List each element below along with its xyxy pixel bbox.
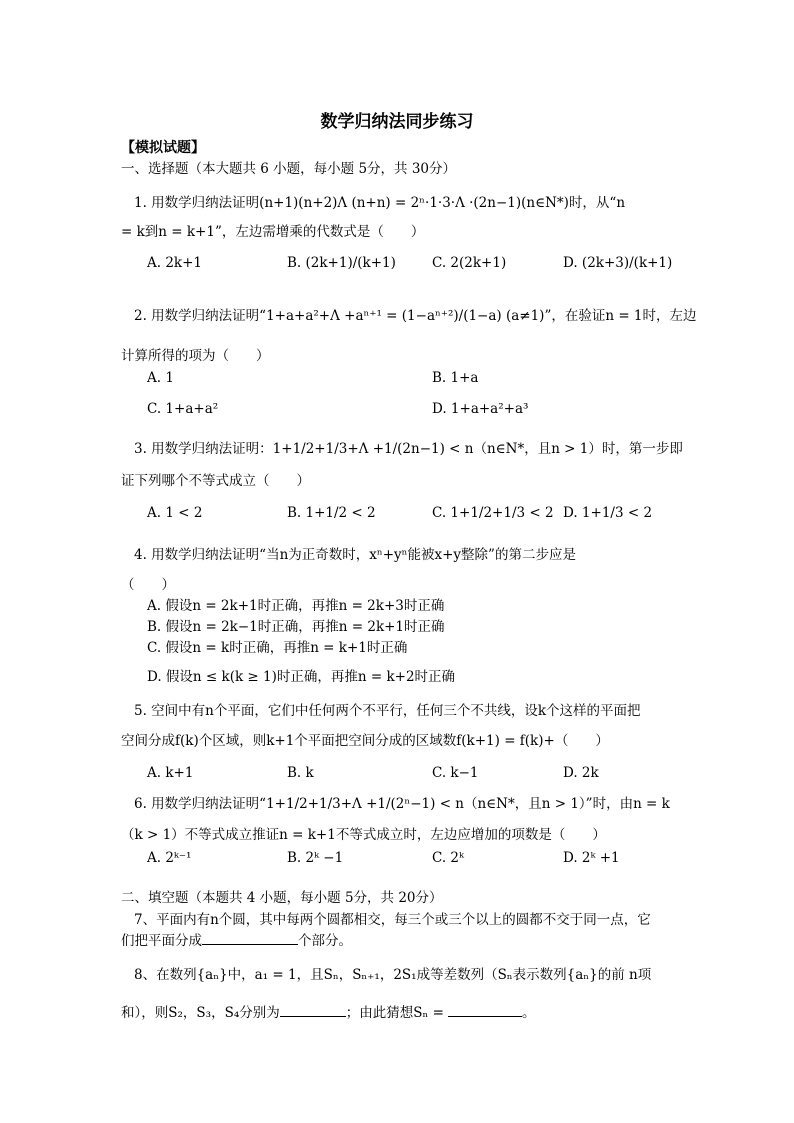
q1-option-b: B. (2k+1)/(k+1) <box>287 255 396 271</box>
q7-line1: 7、平面内有n个圆，其中每两个圆都相交，每三个或三个以上的圆都不交于同一点，它 <box>134 912 651 928</box>
q8-answer-blank-1[interactable] <box>280 1004 346 1017</box>
q6-option-d: D. 2ᵏ +1 <box>563 850 620 866</box>
q5-option-a: A. k+1 <box>147 765 194 781</box>
part1-heading: 一、选择题（本大题共 6 小题，每小题 5分，共 30分） <box>121 161 457 177</box>
q5-option-c: C. k−1 <box>432 765 479 781</box>
q2-line1: 2. 用数学归纳法证明“1+a+a²+Λ +aⁿ⁺¹ = (1−aⁿ⁺²)/(1−a) (a≠1)”，在验证n = 1时，左边 <box>134 308 697 324</box>
q4-option-b: B. 假设n = 2k−1时正确，再推n = 2k+1时正确 <box>147 619 445 635</box>
q7-answer-blank[interactable] <box>202 932 298 945</box>
q8-answer-blank-2[interactable] <box>448 1004 522 1017</box>
q6-line1: 6. 用数学归纳法证明“1+1/2+1/3+Λ +1/(2ⁿ−1) < n（n∈N*，且n > 1）”时，由n = k <box>134 796 670 812</box>
q8-line2 <box>121 1004 535 1021</box>
q3-option-d: D. 1+1/3 < 2 <box>563 505 653 521</box>
section-heading: 【模拟试题】 <box>121 140 205 156</box>
q3-option-b: B. 1+1/2 < 2 <box>287 505 376 521</box>
q7-line2 <box>121 932 352 949</box>
q5-line2: 空间分成f(k)个区域，则k+1个平面把空间分成的区域数f(k+1) = f(k)+（ ） <box>121 733 609 749</box>
q1-option-a: A. 2k+1 <box>147 255 203 271</box>
q8-line1: 8、在数列{aₙ}中，a₁ = 1，且Sₙ，Sₙ₊₁，2S₁成等差数列（Sₙ表示数列{aₙ}的前 n项 <box>134 967 652 983</box>
q8-line2-text-a: 和），则S₂，S₃，S₄分别为 <box>121 1005 280 1021</box>
q5-option-b: B. k <box>287 765 314 781</box>
q4-option-a: A. 假设n = 2k+1时正确，再推n = 2k+3时正确 <box>147 598 445 614</box>
q5-line1: 5. 空间中有n个平面，它们中任何两个不平行，任何三个不共线，设k个这样的平面把 <box>134 703 641 719</box>
q1-line1: 1. 用数学归纳法证明(n+1)(n+2)Λ (n+n) = 2ⁿ·1·3·Λ ·(2n−1)(n∈N*)时，从“n <box>134 195 626 211</box>
q2-option-b: B. 1+a <box>432 370 479 386</box>
q6-line2: （k > 1）不等式成立推证n = k+1不等式成立时，左边应增加的项数是（ ） <box>121 827 606 843</box>
q1-option-c: C. 2(2k+1) <box>432 255 507 271</box>
q8-line2-text-b: ；由此猜想Sₙ = <box>345 1005 444 1021</box>
q6-option-a: A. 2ᵏ⁻¹ <box>147 850 192 866</box>
q4-line2: （ ） <box>121 577 175 593</box>
q2-option-a: A. 1 <box>147 370 174 386</box>
page-title: 数学归纳法同步练习 <box>320 112 474 132</box>
q5-option-d: D. 2k <box>563 765 599 781</box>
q1-line2: = k到n = k+1”，左边需增乘的代数式是（ ） <box>121 224 425 240</box>
q7-line2-text-a: 们把平面分成 <box>121 933 202 949</box>
q6-option-c: C. 2ᵏ <box>432 850 464 866</box>
q2-option-c: C. 1+a+a² <box>147 401 219 417</box>
q3-option-a: A. 1 < 2 <box>147 505 203 521</box>
q4-line1: 4. 用数学归纳法证明“当n为正奇数时，xⁿ+yⁿ能被x+y整除”的第二步应是 <box>134 547 576 563</box>
part2-heading: 二、填空题（本题共 4 小题，每小题 5分，共 20分） <box>121 890 443 906</box>
q4-option-d: D. 假设n ≤ k(k ≥ 1)时正确，再推n = k+2时正确 <box>147 669 456 685</box>
q1-option-d: D. (2k+3)/(k+1) <box>563 255 673 271</box>
q2-line2: 计算所得的项为（ ） <box>121 348 270 364</box>
q2-option-d: D. 1+a+a²+a³ <box>432 401 529 417</box>
q3-line1: 3. 用数学归纳法证明：1+1/2+1/3+Λ +1/(2n−1) < n（n∈N*，且n > 1）时，第一步即 <box>134 441 683 457</box>
q4-option-c: C. 假设n = k时正确，再推n = k+1时正确 <box>147 640 408 656</box>
q7-line2-text-b: 个部分。 <box>298 933 352 949</box>
q3-line2: 证下列哪个不等式成立（ ） <box>121 473 310 489</box>
q6-option-b: B. 2ᵏ −1 <box>287 850 344 866</box>
q3-option-c: C. 1+1/2+1/3 < 2 <box>432 505 554 521</box>
q8-line2-text-c: 。 <box>521 1005 536 1021</box>
